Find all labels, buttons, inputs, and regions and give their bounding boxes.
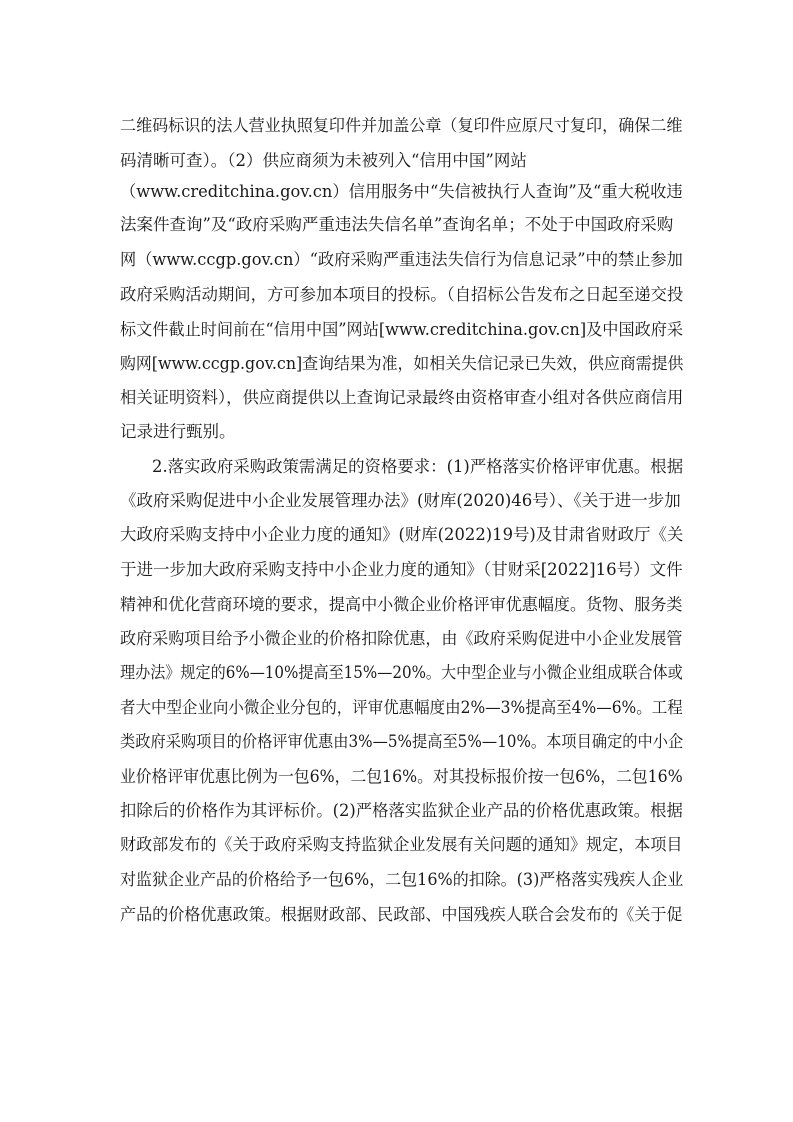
text-line: 《政府采购促进中小企业发展管理办法》(财库(2020)46号）、《关于进一步加 xyxy=(120,491,681,510)
text-line: 大政府采购支持中小企业力度的通知》(财库(2022)19号)及甘肃省财政厅《关 xyxy=(120,525,684,544)
text-line: 购网[www.ccgp.gov.cn]查询结果为准，如相关失信记录已失效，供应商需提供 xyxy=(120,354,684,373)
text-line: 法案件查询”及“政府采购严重违法失信名单”查询名单；不处于中国政府采购 xyxy=(120,215,674,234)
text-line: 扣除后的价格作为其评标价。(2)严格落实监狱企业产品的价格优惠政策。根据 xyxy=(120,801,683,820)
text-line: 业价格评审优惠比例为一包6%，二包16%。对其投标报价按一包6%，二包16% xyxy=(120,767,683,786)
text-line: 者大中型企业向小微企业分包的，评审优惠幅度由2%—3%提高至4%—6%。工程 xyxy=(120,698,683,717)
text-line: 政府采购项目给予小微企业的价格扣除优惠，由《政府采购促进中小企业发展管 xyxy=(120,629,683,648)
section-heading-line: 2.落实政府采购政策需满足的资格要求：(1)严格落实价格评审优惠。根据 xyxy=(152,457,684,476)
text-line: 政府采购活动期间，方可参加本项目的投标。（自招标公告发布之日起至递交投 xyxy=(120,285,684,304)
text-line: 于进一步加大政府采购支持中小企业力度的通知》（甘财采[2022]16号）文件 xyxy=(120,560,683,579)
text-line: 理办法》规定的6%—10%提高至15%—20%。大中型企业与小微企业组成联合体或 xyxy=(120,663,683,682)
text-line: 二维码标识的法人营业执照复印件并加盖公章（复印件应原尺寸复印，确保二维 xyxy=(120,116,683,135)
text-line: 对监狱企业产品的价格给予一包6%，二包16%的扣除。(3)严格落实残疾人企业 xyxy=(120,870,684,889)
text-line: 类政府采购项目的价格评审优惠由3%—5%提高至5%—10%。本项目确定的中小企 xyxy=(120,732,684,751)
text-line: 相关证明资料），供应商提供以上查询记录最终由资格审查小组对各供应商信用 xyxy=(120,388,684,407)
text-line: 财政部发布的《关于政府采购支持监狱企业发展有关问题的通知》规定，本项目 xyxy=(120,835,683,854)
text-line: 精神和优化营商环境的要求，提高中小微企业价格评审优惠幅度。货物、服务类 xyxy=(120,595,683,614)
text-line: 网（www.ccgp.gov.cn）“政府采购严重违法失信行为信息记录”中的禁止参加 xyxy=(120,250,683,269)
text-line: （www.creditchina.gov.cn）信用服务中“失信被执行人查询”及“重大税收违 xyxy=(120,182,683,201)
text-line: 记录进行甄别。 xyxy=(120,422,236,441)
text-line: 标文件截止时间前在“信用中国”网站[www.creditchina.gov.cn]及中国政府采 xyxy=(120,320,684,339)
text-line: 产品的价格优惠政策。根据财政部、民政部、中国残疾人联合会发布的《关于促 xyxy=(120,905,683,924)
text-line: 码清晰可查）。（2）供应商须为未被列入“信用中国”网站 xyxy=(120,151,527,170)
